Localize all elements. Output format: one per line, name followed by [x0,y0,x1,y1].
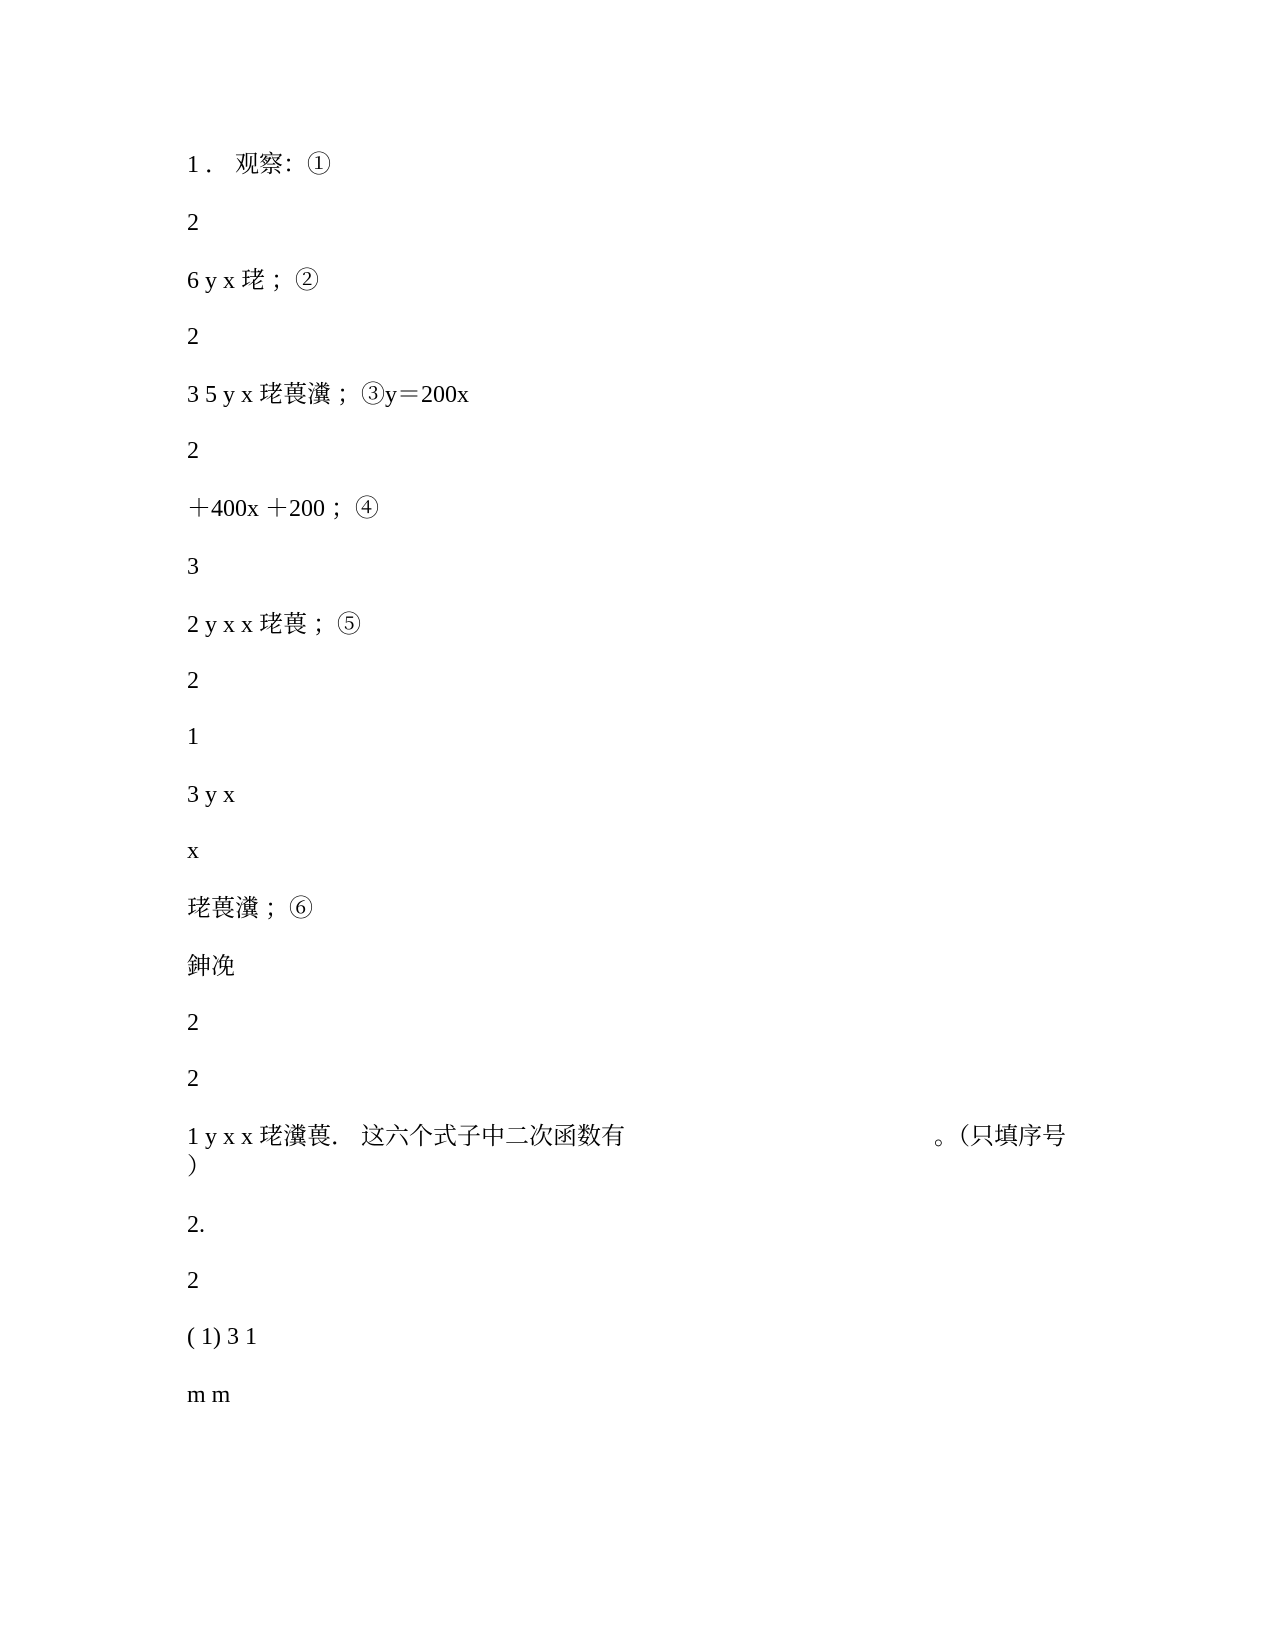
text-line: x [187,838,199,864]
text-line: 1 [187,724,199,750]
text-line: ( 1) 3 1 [187,1324,257,1350]
text-line: 3 5 y x 珯葨瀵 ；③y＝200x [187,382,469,408]
text-line: 2 [187,210,199,236]
text-line: 1 ． 观察：① [187,152,331,178]
text-line: 3 [187,554,199,580]
question-text: 1 y x x 珯瀵葨． 这六个式子中二次函数有 [187,1124,625,1150]
text-line: 2 [187,1010,199,1036]
question-tail: 。（只填序号 [934,1124,1066,1150]
text-line: 鉮凂 [187,954,235,980]
question-close-paren: ） [187,1154,211,1180]
text-line: ＋400x ＋200 ；④ [187,496,379,522]
text-line: 2. [187,1212,205,1238]
text-line: 2 [187,1268,199,1294]
text-line: 2 [187,324,199,350]
text-line: 2 [187,668,199,694]
text-line: 2 y x x 珯葨 ；⑤ [187,612,361,638]
text-line: m m [187,1382,231,1408]
text-line: 2 [187,438,199,464]
text-line: 3 y x [187,782,235,808]
text-line: 珯葨瀵 ；⑥ [187,896,313,922]
text-line: 6 y x 珯 ；② [187,268,319,294]
question-line [187,1122,1087,1180]
text-line: 2 [187,1066,199,1092]
